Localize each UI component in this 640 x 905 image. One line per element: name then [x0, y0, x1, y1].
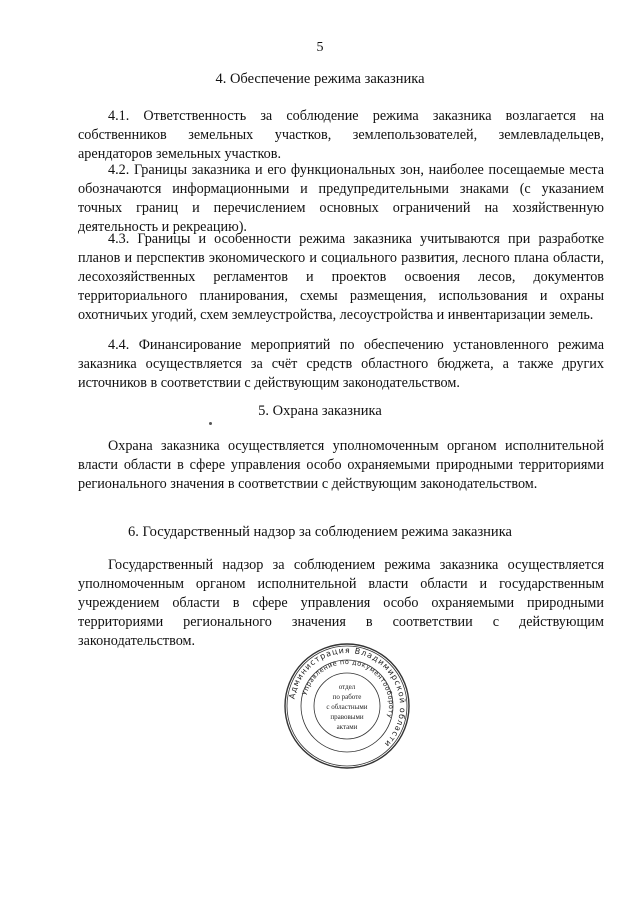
stamp-center-line-3: с областными: [326, 703, 368, 711]
paragraph-4-4: 4.4. Финансирование мероприятий по обеспечению установленного режима заказника осуществляется за счёт средств областного бюджета, а также других источников в соответствии с действующим законодательством.: [78, 337, 604, 391]
page-number: 5: [316, 40, 324, 55]
paragraph-4-3: 4.3. Границы и особенности режима заказника учитываются при разработке планов и перспектив экономического и социального развития, лесного плана области, лесохозяйственных регламентов и проектов освоения лесов, документов территориального планирования, схемы размещения, использования и охраны охотничьих угодий, схем землеустройства, лесоустройства и инвентаризации земель.: [78, 231, 604, 323]
stamp-middle-text: Управление по документообороту: [300, 657, 396, 720]
stamp-center-line-4: правовыми: [330, 713, 364, 721]
stamp-outer-text: Администрация Владимирской области: [287, 645, 408, 750]
paragraph-6: Государственный надзор за соблюдением режима заказника осуществляется уполномоченным органом исполнительной власти области и государственным учреждением области в сфере управления особо охраняемыми природными территориями регионального значения в соответствии с действующим законодательством.: [78, 557, 604, 649]
stamp-center-line-1: отдел: [338, 683, 356, 691]
stray-mark: [209, 422, 212, 425]
paragraph-4-1: 4.1. Ответственность за соблюдение режима заказника возлагается на собственников земельных участков, землепользователей, землевладельцев, арендаторов земельных участков.: [78, 108, 604, 162]
section-4-heading: 4. Обеспечение режима заказника: [215, 71, 425, 87]
stamp-center-line-5: актами: [336, 723, 358, 731]
stamp-center-line-2: по работе: [332, 693, 362, 701]
paragraph-4-2: 4.2. Границы заказника и его функциональных зон, наиболее посещаемые места обозначаются информационными и предупредительными знаками (с указанием точных границ и перечислением основных ограничений на хозяйственную деятельность и рекреацию).: [78, 162, 604, 235]
section-6-heading: 6. Государственный надзор за соблюдением режима заказника: [128, 524, 512, 540]
official-stamp: [283, 642, 411, 770]
paragraph-5: Охрана заказника осуществляется уполномоченным органом исполнительной власти области в сфере управления особо охраняемыми природными территориями регионального значения в соответствии с действующим законодательством.: [78, 438, 604, 492]
section-5-heading: 5. Охрана заказника: [258, 403, 382, 419]
